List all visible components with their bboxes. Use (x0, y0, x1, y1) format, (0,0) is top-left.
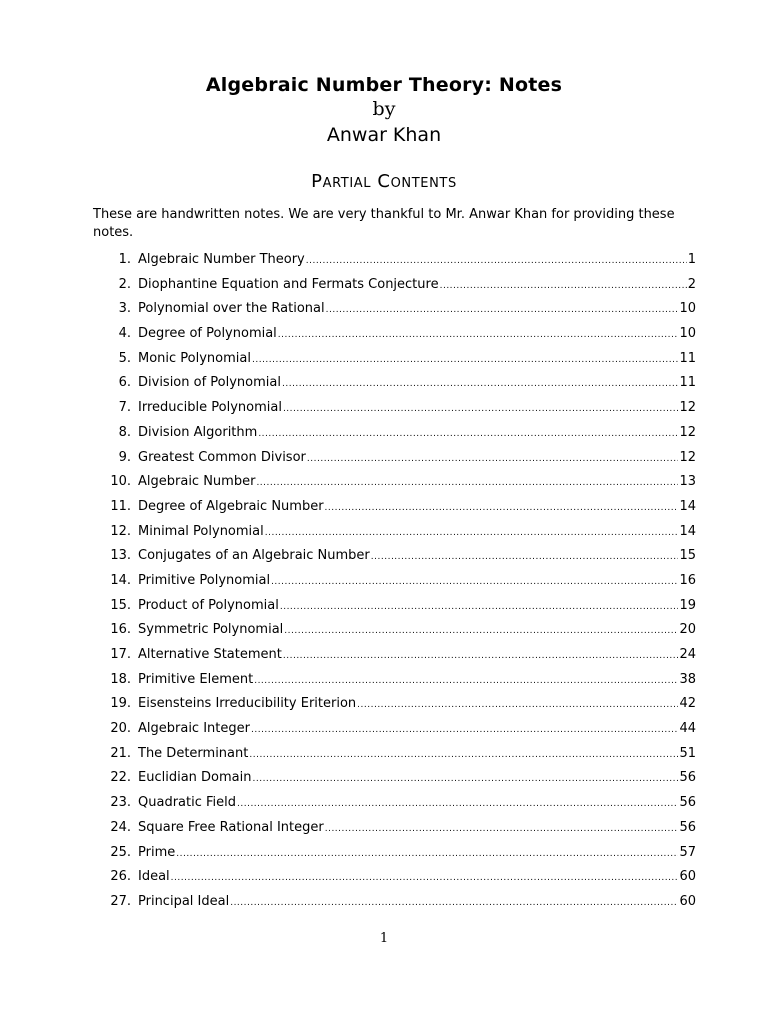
table-of-contents (100, 252, 696, 919)
toc-entry-label: Square Free Rational Integer (138, 819, 324, 835)
toc-entry-page: 20 (679, 622, 696, 638)
toc-dot-leader (254, 676, 678, 686)
toc-entry-number: 8. (118, 424, 131, 440)
toc-dot-leader (284, 626, 678, 636)
toc-entry-page: 10 (679, 326, 696, 342)
contents-heading: Partial Contents (311, 171, 457, 192)
intro-paragraph: These are handwritten notes. We are very thankful to Mr. Anwar Khan for providing these notes. (93, 207, 675, 240)
toc-entry-page: 56 (679, 819, 696, 835)
toc-entry (100, 499, 696, 524)
toc-entry (100, 721, 696, 746)
toc-dot-leader (251, 725, 678, 735)
toc-entry-page: 24 (679, 647, 696, 662)
toc-entry (100, 474, 696, 499)
toc-entry-page: 14 (679, 523, 696, 539)
toc-entry-label: Degree of Polynomial (138, 326, 277, 342)
toc-entry-label: Ideal (138, 869, 170, 885)
toc-entry-number: 23. (110, 795, 131, 811)
toc-entry-number: 1. (118, 252, 131, 267)
toc-entry-label: Primitive Element (138, 671, 254, 687)
toc-dot-leader (283, 404, 679, 414)
toc-dot-leader (371, 552, 679, 562)
toc-entry-page: 15 (679, 548, 696, 564)
toc-dot-leader (171, 873, 679, 883)
toc-entry-label: Euclidian Domain (138, 770, 252, 786)
toc-dot-leader (249, 750, 678, 760)
toc-entry-page: 56 (679, 770, 696, 786)
toc-entry-label: Minimal Polynomial (138, 523, 264, 539)
toc-dot-leader (280, 602, 679, 612)
toc-entry-label: Prime (138, 844, 176, 860)
toc-entry (100, 573, 696, 598)
toc-dot-leader (256, 478, 678, 488)
toc-entry-page: 57 (679, 844, 696, 860)
toc-entry-number: 2. (118, 276, 131, 292)
toc-dot-leader (282, 379, 678, 389)
toc-entry-number: 13. (110, 548, 131, 564)
toc-dot-leader (258, 429, 678, 439)
toc-dot-leader (283, 651, 679, 661)
toc-entry-label: Polynomial over the Rational (138, 301, 325, 317)
toc-dot-leader (306, 256, 687, 266)
toc-entry-page: 11 (679, 350, 696, 366)
toc-entry-number: 4. (118, 326, 131, 342)
toc-entry (100, 351, 696, 376)
toc-entry (100, 770, 696, 795)
toc-entry (100, 524, 696, 549)
toc-entry-number: 17. (110, 647, 131, 662)
document-title: Algebraic Number Theory: Notes (205, 74, 563, 96)
toc-entry-number: 20. (110, 721, 131, 737)
toc-entry-label: Algebraic Number (138, 474, 256, 490)
toc-entry-page: 2 (687, 276, 696, 292)
toc-entry (100, 548, 696, 573)
toc-entry (100, 647, 696, 672)
toc-entry-page: 44 (679, 721, 696, 737)
toc-dot-leader (325, 824, 679, 834)
toc-entry-page: 56 (679, 795, 696, 811)
toc-entry-page: 16 (679, 572, 696, 588)
toc-entry-label: Greatest Common Divisor (138, 449, 306, 465)
toc-dot-leader (265, 528, 679, 538)
toc-entry-number: 21. (110, 745, 131, 761)
toc-entry-label: Division Algorithm (138, 424, 258, 440)
toc-dot-leader (252, 355, 678, 365)
toc-dot-leader (278, 330, 679, 340)
toc-entry-number: 15. (110, 597, 131, 613)
toc-entry-page: 11 (679, 375, 696, 391)
author-name: Anwar Khan (326, 124, 442, 146)
toc-entry-number: 22. (110, 770, 131, 786)
toc-entry (100, 375, 696, 400)
toc-dot-leader (252, 774, 678, 784)
toc-entry-number: 24. (110, 819, 131, 835)
toc-entry-label: Division of Polynomial (138, 375, 281, 391)
toc-entry (100, 820, 696, 845)
toc-entry-page: 10 (679, 301, 696, 317)
toc-entry-page: 12 (679, 449, 696, 465)
toc-entry-page: 13 (679, 474, 696, 490)
toc-entry-number: 11. (110, 498, 131, 514)
toc-entry (100, 252, 696, 277)
toc-entry-page: 19 (679, 597, 696, 613)
toc-entry-number: 25. (110, 844, 131, 860)
toc-entry (100, 622, 696, 647)
toc-entry-number: 7. (118, 400, 131, 416)
toc-entry-number: 16. (110, 622, 131, 638)
toc-dot-leader (230, 898, 678, 908)
toc-entry (100, 326, 696, 351)
toc-entry-number: 19. (110, 696, 131, 712)
toc-entry-page: 12 (679, 400, 696, 416)
toc-entry-label: Symmetric Polynomial (138, 622, 284, 638)
toc-entry-label: Algebraic Integer (138, 721, 250, 737)
toc-dot-leader (325, 503, 679, 513)
toc-entry-number: 14. (110, 572, 131, 588)
toc-entry-page: 38 (679, 671, 696, 687)
toc-entry (100, 672, 696, 697)
toc-entry-number: 10. (110, 474, 131, 490)
toc-dot-leader (440, 281, 687, 291)
toc-entry (100, 845, 696, 870)
toc-entry (100, 869, 696, 894)
toc-entry (100, 696, 696, 721)
toc-dot-leader (326, 305, 679, 315)
toc-entry-page: 1 (687, 252, 696, 267)
toc-entry-label: Product of Polynomial (138, 597, 279, 613)
toc-entry-page: 51 (679, 745, 696, 761)
toc-entry-label: The Determinant (138, 745, 249, 761)
toc-entry-number: 27. (110, 893, 131, 909)
toc-entry-number: 3. (118, 301, 131, 317)
toc-entry (100, 746, 696, 771)
toc-entry-number: 12. (110, 523, 131, 539)
page-number: 1 (379, 931, 389, 946)
toc-entry (100, 400, 696, 425)
toc-entry-page: 14 (679, 498, 696, 514)
toc-entry-number: 6. (118, 375, 131, 391)
toc-entry (100, 894, 696, 919)
toc-entry-label: Degree of Algebraic Number (138, 498, 324, 514)
toc-entry-label: Eisensteins Irreducibility Eriterion (138, 696, 357, 712)
toc-entry-page: 60 (679, 893, 696, 909)
toc-entry-number: 26. (110, 869, 131, 885)
by-line: by (372, 98, 396, 120)
toc-entry (100, 277, 696, 302)
toc-entry-label: Irreducible Polynomial (138, 400, 282, 416)
toc-entry-number: 5. (118, 350, 131, 366)
toc-dot-leader (237, 799, 678, 809)
toc-entry (100, 425, 696, 450)
toc-entry-label: Algebraic Number Theory (138, 252, 305, 267)
toc-entry (100, 301, 696, 326)
toc-dot-leader (357, 700, 678, 710)
toc-entry-label: Diophantine Equation and Fermats Conjecture (138, 276, 439, 292)
toc-entry (100, 795, 696, 820)
toc-dot-leader (271, 577, 678, 587)
toc-entry-page: 42 (679, 696, 696, 712)
toc-dot-leader (176, 849, 678, 859)
toc-entry (100, 598, 696, 623)
toc-entry-page: 60 (679, 869, 696, 885)
toc-entry-label: Alternative Statement (138, 647, 282, 662)
toc-entry (100, 450, 696, 475)
toc-entry-label: Quadratic Field (138, 795, 236, 811)
toc-entry-number: 9. (118, 449, 131, 465)
toc-entry-label: Principal Ideal (138, 893, 230, 909)
toc-dot-leader (307, 454, 679, 464)
toc-entry-label: Conjugates of an Algebraic Number (138, 548, 370, 564)
toc-entry-number: 18. (110, 671, 131, 687)
toc-entry-label: Primitive Polynomial (138, 572, 271, 588)
toc-entry-page: 12 (679, 424, 696, 440)
toc-entry-label: Monic Polynomial (138, 350, 251, 366)
